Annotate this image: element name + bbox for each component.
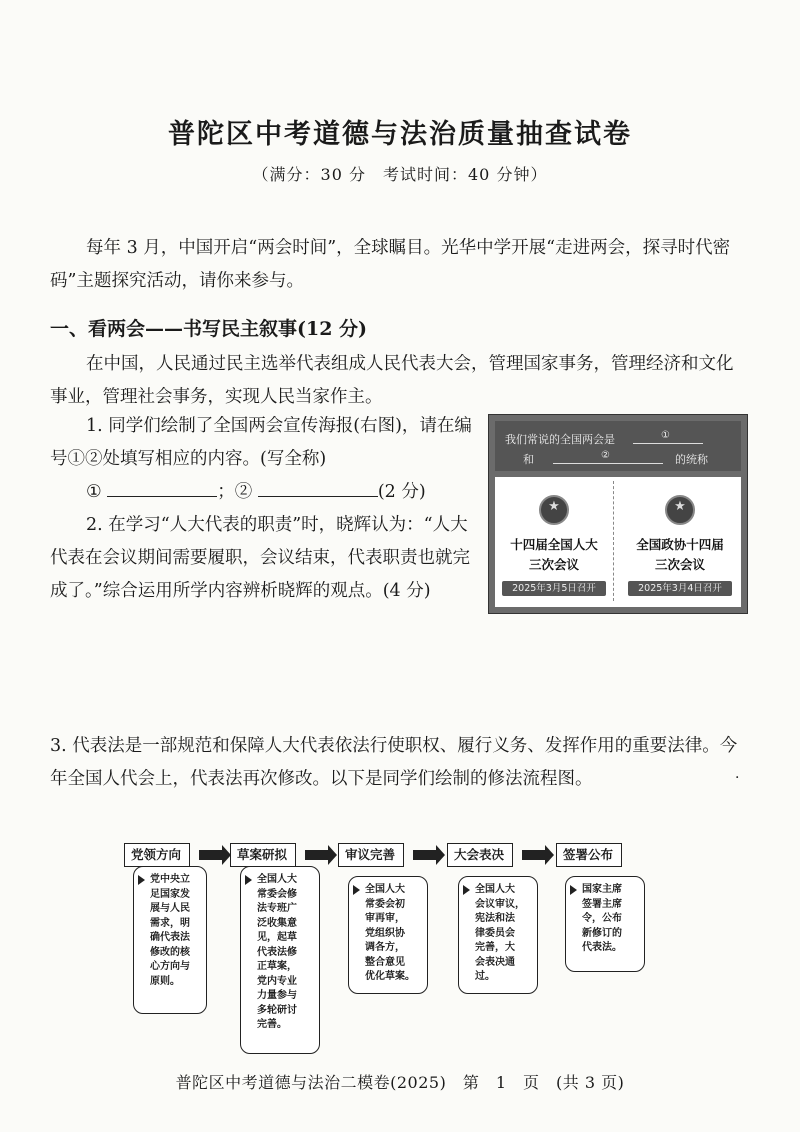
two-sessions-poster [488, 414, 748, 614]
bullet-arrow-icon [463, 885, 470, 895]
desc-line: 宪法和法 [475, 913, 515, 924]
flow-step-2-box: 草案研拟 [230, 843, 296, 867]
desc-line: 审再审， [365, 913, 405, 924]
desc-line: 确代表法 [150, 932, 190, 943]
poster-number-2: ② [601, 450, 610, 461]
flow-arrow-1-icon [199, 850, 223, 860]
desc-line: 泛收集意 [257, 917, 297, 929]
desc-line: 正草案， [257, 961, 297, 972]
desc-line: 新修订的 [582, 927, 622, 939]
desc-line: 展与人民 [150, 903, 190, 914]
desc-line: 令，公布 [582, 913, 622, 924]
flow-step-4-desc [458, 876, 538, 994]
cppcc-name-line2: 三次会议 [654, 557, 705, 572]
desc-line: 修改的核 [150, 946, 190, 958]
desc-line: 代表法。 [582, 942, 622, 953]
desc-line: 签署主席 [582, 898, 622, 910]
question-block-1-2 [50, 410, 480, 608]
desc-line: 会表决通 [475, 956, 515, 968]
desc-line: 会议审议， [475, 898, 525, 910]
question-2-text: 2. 在学习“人大代表的职责”时，晓辉认为：“人大代表在会议期间需要履职，会议结束，代表职责也就完成了。”综合运用所学内容辨析晓辉的观点。(4 分) [50, 515, 470, 601]
npc-meeting-panel [497, 491, 611, 596]
flow-arrow-4-icon [522, 850, 546, 860]
npc-name-line2: 三次会议 [528, 557, 579, 572]
cppcc-emblem-icon [665, 495, 695, 525]
desc-line: 需求，明 [150, 917, 190, 929]
bullet-arrow-icon [245, 875, 252, 885]
desc-line: 常委会修 [257, 888, 297, 900]
poster-header [495, 421, 741, 471]
bullet-arrow-icon [570, 885, 577, 895]
desc-line: 全国人大 [475, 884, 515, 895]
desc-line: 足国家发 [150, 888, 190, 900]
desc-line: 全国人大 [365, 884, 405, 895]
flow-step-5-desc [565, 876, 645, 972]
desc-line: 调各方， [365, 942, 405, 953]
desc-line: 国家主席 [582, 884, 622, 895]
flow-step-4-box: 大会表决 [447, 843, 513, 867]
intro-paragraph: 每年 3 月，中国开启“两会时间”，全球瞩目。光华中学开展“走进两会，探寻时代密码”主题探究活动，请你来参与。 [50, 238, 731, 291]
poster-line-1: 我们常说的全国两会是 [505, 433, 615, 446]
desc-line: 党中央立 [150, 874, 190, 885]
poster-line-2-pre: 和 [523, 453, 534, 466]
question-3-text: 3. 代表法是一部规范和保障人大代表依法行使职权、履行义务、发挥作用的重要法律。今年全国人代会上，代表法再次修改。以下是同学们绘制的修法流程图。 [50, 736, 738, 789]
flow-step-1-desc [133, 866, 207, 1014]
desc-line: 法专班广 [257, 903, 297, 914]
desc-line: 优化草案。 [365, 971, 415, 982]
flow-step-5-box: 签署公布 [556, 843, 622, 867]
npc-meeting-name [497, 535, 611, 575]
cppcc-meeting-panel [623, 491, 737, 596]
cppcc-meeting-name [623, 535, 737, 575]
answer-blank-2[interactable] [258, 476, 378, 497]
flow-step-3-desc [348, 876, 428, 994]
poster-divider [613, 481, 614, 601]
desc-line: 完善。 [257, 1019, 287, 1030]
desc-line: 心方向与 [150, 961, 190, 972]
answer-blank-1[interactable] [107, 476, 217, 497]
flow-arrow-3-icon [413, 850, 437, 860]
npc-emblem-icon [539, 495, 569, 525]
desc-line: 多轮研讨 [257, 1004, 297, 1016]
desc-line: 常委会初 [365, 898, 405, 910]
desc-line: 律委员会 [475, 927, 515, 939]
desc-line: 全国人大 [257, 874, 297, 885]
question-1-answer-line [50, 476, 480, 509]
poster-line-2-post: 的统称 [675, 453, 708, 466]
poster-number-1: ① [661, 430, 670, 441]
section1-paragraph: 在中国，人民通过民主选举代表组成人民代表大会，管理国家事务，管理经济和文化事业，管理社会事务，实现人民当家作主。 [50, 354, 734, 407]
npc-name-line1: 十四届全国人大 [510, 537, 598, 552]
cppcc-date-badge: 2025年3月4日召开 [628, 581, 732, 596]
poster-blank-2-line [553, 463, 663, 464]
flow-step-2-desc [240, 866, 320, 1054]
blank2-label: ；② [217, 482, 253, 502]
desc-line: 完善，大 [475, 942, 515, 953]
bullet-arrow-icon [353, 885, 360, 895]
section1-heading: 一、看两会——书写民主叙事(12 分) [50, 318, 368, 340]
stray-mark: · [735, 770, 740, 786]
desc-line: 过。 [475, 971, 495, 982]
desc-line: 原则。 [150, 975, 180, 987]
flow-step-1-box: 党领方向 [124, 843, 190, 867]
poster-body [495, 477, 741, 607]
desc-line: 整合意见 [365, 956, 405, 968]
question-1-score: (2 分) [377, 482, 426, 502]
flow-arrow-2-icon [305, 850, 329, 860]
flow-step-3-box: 审议完善 [338, 843, 404, 867]
desc-line: 党内专业 [257, 975, 297, 987]
npc-date-badge: 2025年3月5日召开 [502, 581, 606, 596]
poster-blank-1-line [633, 443, 703, 444]
cppcc-name-line1: 全国政协十四届 [636, 537, 724, 552]
blank1-label: ① [86, 482, 102, 502]
desc-line: 党组织协 [365, 927, 405, 939]
desc-line: 力量参与 [257, 990, 297, 1001]
bullet-arrow-icon [138, 875, 145, 885]
exam-info: （满分：30 分 考试时间：40 分钟） [252, 165, 548, 184]
desc-line: 见，起草 [257, 932, 297, 943]
page-footer: 普陀区中考道德与法治二模卷(2025) 第 1 页 (共 3 页) [175, 1073, 625, 1092]
page-title: 普陀区中考道德与法治质量抽查试卷 [168, 119, 632, 150]
question-1-text: 1. 同学们绘制了全国两会宣传海报(右图)，请在编号①②处填写相应的内容。(写全称) [50, 416, 472, 469]
desc-line: 代表法修 [257, 946, 297, 958]
